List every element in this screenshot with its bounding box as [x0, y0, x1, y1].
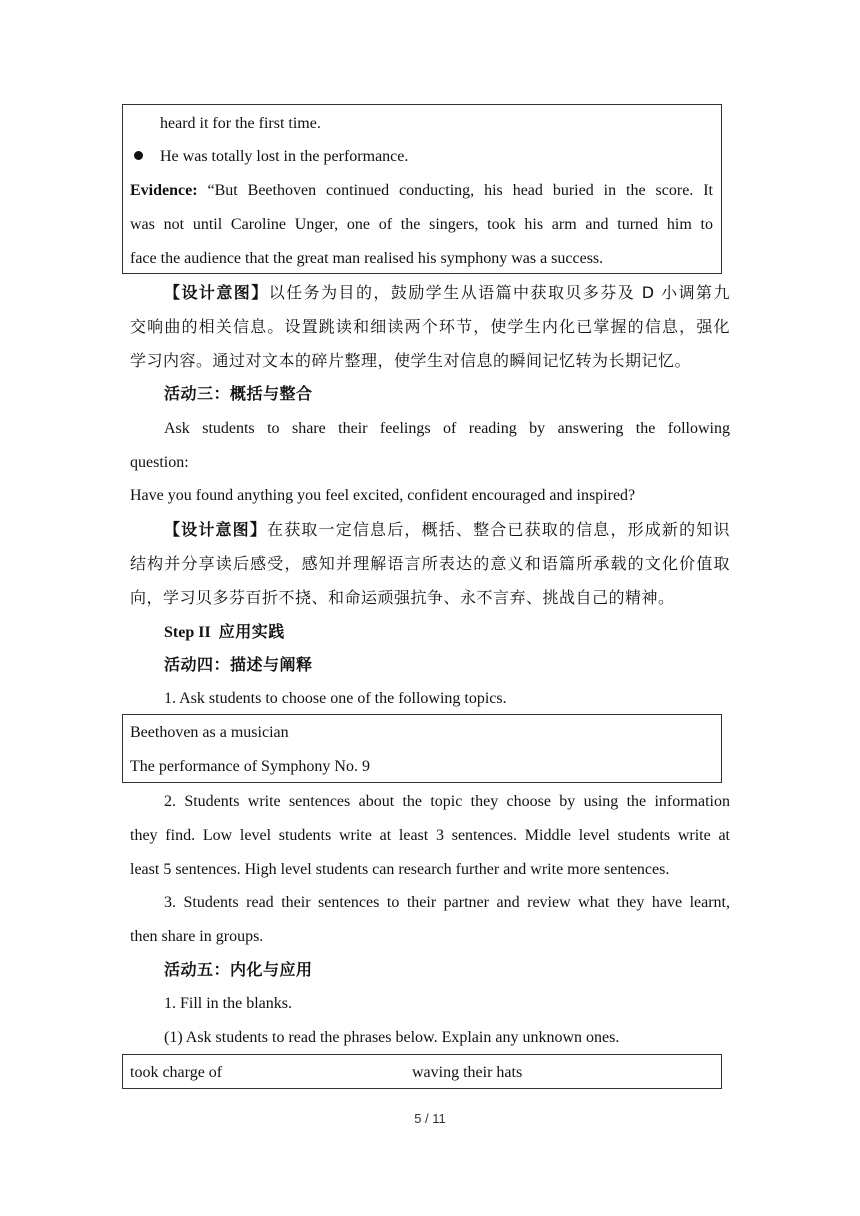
evidence-line-2: was not until Caroline Unger, one of the singers, took his arm and turned him to [130, 216, 713, 233]
topic-item: The performance of Symphony No. 9 [130, 758, 370, 775]
design-intent-1-text-1: 以任务为目的，鼓励学生从语篇中获取贝多芬及 D 小调第九 [268, 283, 730, 302]
design-intent-2-line-3: 向，学习贝多芬百折不挠、和命运顽强抗争、永不言弃、挑战自己的精神。 [130, 588, 675, 607]
design-intent-1-label: 【设计意图】 [164, 283, 269, 302]
bullet-point-text: He was totally lost in the performance. [160, 148, 409, 165]
design-intent-1-line-3: 学习内容。通过对文本的碎片整理，使学生对信息的瞬间记忆转为长期记忆。 [130, 351, 692, 370]
evidence-quote-1: “But Beethoven continued conducting, his head buried in the score. It [207, 182, 714, 199]
activity-3-heading: 活动三：概括与整合 [164, 384, 313, 403]
activity-4-heading: 活动四：描述与阐释 [164, 655, 313, 674]
evidence-line-1 [130, 181, 713, 201]
design-intent-1-line-1 [164, 283, 730, 303]
activity-4-item-1: 1. Ask students to choose one of the following topics. [164, 690, 507, 707]
activity-5-item-1-sub: (1) Ask students to read the phrases below. Explain any unknown ones. [164, 1029, 620, 1046]
activity-4-item-3-line-1: 3. Students read their sentences to their partner and review what they have learnt, [164, 894, 730, 911]
evidence-continued-line: heard it for the first time. [160, 115, 321, 132]
topic-item: Beethoven as a musician [130, 724, 289, 741]
design-intent-2-text-1: 在获取一定信息后，概括、整合已获取的信息，形成新的知识 [267, 520, 730, 539]
activity-3-question: Have you found anything you feel excited, confident encouraged and inspired? [130, 487, 636, 504]
activity-4-item-2-line-3: least 5 sentences. High level students can research further and write more sentences. [130, 861, 670, 878]
evidence-label: Evidence: [130, 182, 198, 199]
step-2-label: Step II [164, 624, 211, 641]
phrase-item: took charge of [130, 1064, 223, 1081]
activity-3-line-1: Ask students to share their feelings of reading by answering the following [164, 420, 730, 437]
activity-5-heading: 活动五：内化与应用 [164, 960, 313, 979]
design-intent-2-line-2: 结构并分享读后感受，感知并理解语言所表达的意义和语篇所承载的文化价值取 [130, 554, 730, 573]
design-intent-2-label: 【设计意图】 [164, 520, 268, 539]
activity-4-item-2-line-2: they find. Low level students write at least 3 sentences. Middle level students write at [130, 827, 730, 844]
activity-3-line-2: question: [130, 454, 189, 471]
activity-4-item-3-line-2: then share in groups. [130, 928, 264, 945]
step-2-heading [164, 622, 285, 643]
design-intent-1-line-2: 交响曲的相关信息。设置跳读和细读两个环节，使学生内化已掌握的信息，强化 [130, 317, 730, 336]
page-number: 5 / 11 [414, 1111, 446, 1126]
design-intent-2-line-1 [164, 520, 730, 540]
activity-4-item-2-line-1: 2. Students write sentences about the topic they choose by using the information [164, 793, 730, 810]
phrase-item: waving their hats [412, 1064, 523, 1081]
step-2-title: 应用实践 [218, 622, 285, 641]
activity-5-item-1: 1. Fill in the blanks. [164, 995, 292, 1012]
evidence-line-3: face the audience that the great man realised his symphony was a success. [130, 250, 604, 267]
bullet-icon [134, 151, 143, 160]
